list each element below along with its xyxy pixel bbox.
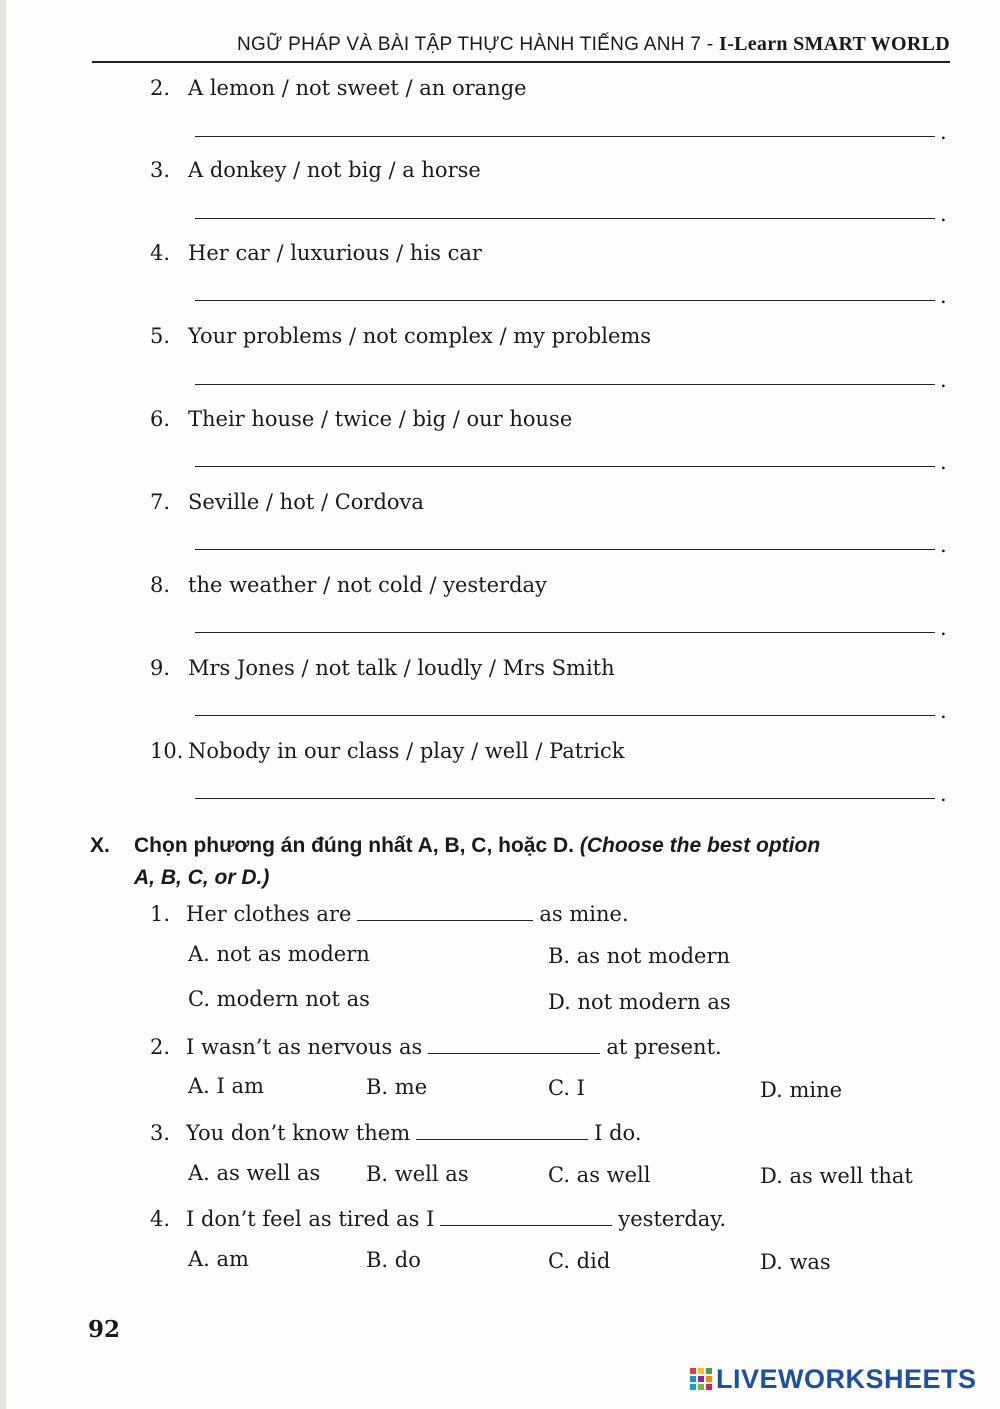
mcq-4-option-d[interactable]: D. was [760, 1250, 831, 1274]
mcq-4-stem: 4. I don’t feel as tired as I yesterday. [150, 1207, 727, 1231]
section-title-en-2: A, B, C, or D.) [134, 866, 270, 889]
answer-period: . [940, 699, 947, 723]
mcq-3-option-d[interactable]: D. as well that [760, 1164, 913, 1188]
section-x-heading [90, 830, 970, 894]
prompt-4: 4. Her car / luxurious / his car [150, 241, 482, 265]
prompt-10: 10. Nobody in our class / play / well / Patrick [150, 739, 625, 763]
mcq-1-option-c[interactable]: C. modern not as [188, 987, 370, 1011]
liveworksheets-logo[interactable] [690, 1364, 977, 1398]
mcq-1-option-a[interactable]: A. not as modern [188, 942, 370, 966]
page-header [92, 33, 950, 63]
header-title-en: I-Learn SMART WORLD [719, 33, 950, 55]
mcq-4-option-c[interactable]: C. did [548, 1249, 611, 1273]
brand-name: LIVEWORKSHEETS [716, 1364, 977, 1394]
mcq-1-stem: 1. Her clothes are as mine. [150, 902, 629, 926]
prompt-7: 7. Seville / hot / Cordova [150, 490, 424, 514]
mcq-3-option-b[interactable]: B. well as [366, 1162, 469, 1186]
mcq-4-option-b[interactable]: B. do [366, 1248, 421, 1272]
section-title-vn: Chọn phương án đúng nhất A, B, C, hoặc D. [134, 834, 574, 857]
mcq-3-option-a[interactable]: A. as well as [188, 1161, 321, 1185]
header-title-vn: NGỮ PHÁP VÀ BÀI TẬP THỰC HÀNH TIẾNG ANH 7 - [236, 34, 720, 55]
mcq-3-option-c[interactable]: C. as well [548, 1163, 651, 1187]
mcq-2-option-a[interactable]: A. I am [188, 1074, 264, 1098]
answer-period: . [940, 368, 947, 392]
answer-period: . [940, 120, 947, 144]
page-number: 92 [88, 1316, 121, 1343]
prompt-6: 6. Their house / twice / big / our house [150, 407, 573, 431]
answer-period: . [940, 450, 947, 474]
answer-line-5[interactable] [195, 384, 935, 385]
mcq-1-option-d[interactable]: D. not modern as [548, 990, 731, 1014]
mcq-blank[interactable] [440, 1209, 612, 1226]
answer-period: . [940, 202, 947, 226]
section-title-en-1: (Choose the best option [579, 834, 821, 857]
answer-period: . [940, 533, 947, 557]
mcq-2-option-c[interactable]: C. I [548, 1076, 585, 1100]
page-edge [0, 0, 6, 1409]
mcq-3-stem: 3. You don’t know them I do. [150, 1121, 642, 1145]
mcq-blank[interactable] [428, 1037, 600, 1054]
answer-line-9[interactable] [195, 715, 935, 716]
mcq-2-stem: 2. I wasn’t as nervous as at present. [150, 1035, 722, 1059]
mcq-4-option-a[interactable]: A. am [188, 1247, 249, 1271]
answer-line-2[interactable] [195, 136, 935, 137]
answer-line-8[interactable] [195, 632, 935, 633]
prompt-9: 9. Mrs Jones / not talk / loudly / Mrs Smith [150, 656, 615, 680]
liveworksheets-grid-icon [690, 1366, 712, 1388]
mcq-blank[interactable] [416, 1123, 588, 1140]
answer-line-7[interactable] [195, 549, 935, 550]
mcq-1-option-b[interactable]: B. as not modern [548, 944, 731, 968]
prompt-3: 3. A donkey / not big / a horse [150, 158, 481, 182]
answer-line-3[interactable] [195, 218, 935, 219]
mcq-2-option-d[interactable]: D. mine [760, 1078, 843, 1102]
mcq-blank[interactable] [357, 904, 533, 921]
section-letter: X. [90, 834, 110, 857]
mcq-2-option-b[interactable]: B. me [366, 1075, 428, 1099]
answer-line-6[interactable] [195, 466, 935, 467]
prompt-2: 2. A lemon / not sweet / an orange [150, 76, 527, 100]
prompt-5: 5. Your problems / not complex / my problems [150, 324, 652, 348]
prompt-8: 8. the weather / not cold / yesterday [150, 573, 547, 597]
answer-line-10[interactable] [195, 798, 935, 799]
answer-period: . [940, 284, 947, 308]
answer-line-4[interactable] [195, 300, 935, 301]
answer-period: . [940, 616, 947, 640]
answer-period: . [940, 782, 947, 806]
